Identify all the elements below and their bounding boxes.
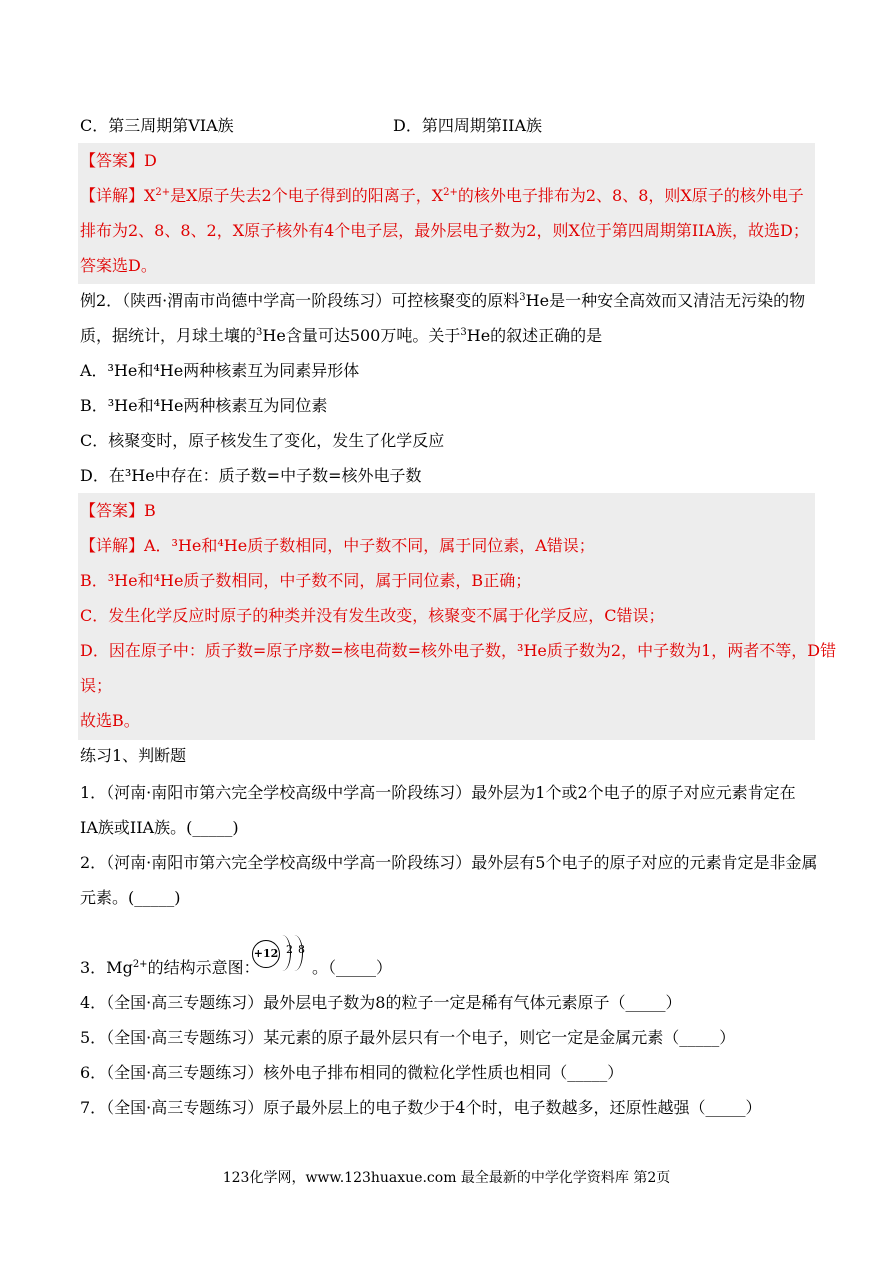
nucleus: +12 (252, 940, 280, 968)
question-6: 6．（全国·高三专题练习）核外电子排布相同的微粒化学性质也相同（_____） (80, 1063, 624, 1082)
question-3-blank: 。（_____） (312, 958, 393, 977)
question-1-line-2: IA族或IIA族。(_____) (80, 818, 239, 837)
detail2-line-4: D．因在原子中：质子数=原子序数=核电荷数=核外电子数，³He质子数为2，中子数为1，两者不等，D错 (80, 641, 837, 660)
mg-ion-structure-diagram (250, 935, 310, 975)
detail2-line-1: 【详解】A．³He和⁴He质子数相同，中子数不同，属于同位素，A错误； (80, 536, 595, 555)
option-c: C．第三周期第VIA族 (80, 116, 234, 135)
detail-line-2: 排布为2、8、8、2，X原子核外有4个电子层，最外层电子数为2，则X位于第四周期第IIA族，故选D； (80, 221, 809, 240)
question-3: 3．$Mg^{2+}$的结构示意图： (80, 958, 260, 977)
question-5: 5．（全国·高三专题练习）某元素的原子最外层只有一个电子，则它一定是金属元素（_____） (80, 1028, 736, 1047)
page-footer: 123化学网，www.123huaxue.com 最全最新的中学化学资料库 第2页 (222, 1170, 671, 1186)
detail-line-1: 【详解】$X^{2+}$是X原子失去2个电子得到的阳离子，$X^{2+}$的核外电子排布为2、8、8，则X原子的核外电子 (80, 186, 804, 205)
question-2-line-2: 元素。(_____) (80, 888, 181, 907)
detail-line-3: 答案选D。 (80, 256, 157, 275)
shell-1-count: 2 (286, 943, 293, 956)
example2-option-c: C．核聚变时，原子核发生了变化，发生了化学反应 (80, 431, 445, 450)
question-4: 4．（全国·高三专题练习）最外层电子数为8的粒子一定是稀有气体元素原子（_____） (80, 993, 682, 1012)
example2-option-d: D．在³He中存在：质子数=中子数=核外电子数 (80, 466, 422, 485)
shell-2-count: 8 (298, 943, 305, 956)
question-1-line-1: 1．（河南·南阳市第六完全学校高级中学高一阶段练习）最外层为1个或2个电子的原子对应元素肯定在 (80, 783, 796, 802)
answer-label-2: 【答案】B (80, 501, 156, 520)
question-2-line-1: 2．（河南·南阳市第六完全学校高级中学高一阶段练习）最外层有5个电子的原子对应的元素肯定是非金属 (80, 853, 818, 872)
example2-option-a: A．³He和⁴He两种核素互为同素异形体 (80, 361, 360, 380)
option-d: D．第四周期第IIA族 (393, 116, 543, 135)
question-7: 7．（全国·高三专题练习）原子最外层上的电子数少于4个时，电子数越多，还原性越强（_____） (80, 1098, 762, 1117)
detail2-line-2: B．³He和⁴He质子数相同，中子数不同，属于同位素，B正确； (80, 571, 532, 590)
example2-option-b: B．³He和⁴He两种核素互为同位素 (80, 396, 328, 415)
example2-line-2: 质，据统计，月球土壤的$^3$He含量可达500万吨。关于$^3$He的叙述正确的是 (80, 326, 603, 345)
answer-label-1: 【答案】D (80, 151, 157, 170)
detail2-line-5: 误； (80, 676, 113, 695)
detail2-line-6: 故选B。 (80, 711, 140, 730)
practice-title: 练习1、判断题 (80, 746, 187, 765)
example2-line-1: 例2．（陕西·渭南市尚德中学高一阶段练习）可控核聚变的原料$^3$He是一种安全高效而又清洁无污染的物 (80, 291, 806, 310)
detail2-line-3: C．发生化学反应时原子的种类并没有发生改变，核聚变不属于化学反应，C错误； (80, 606, 665, 625)
